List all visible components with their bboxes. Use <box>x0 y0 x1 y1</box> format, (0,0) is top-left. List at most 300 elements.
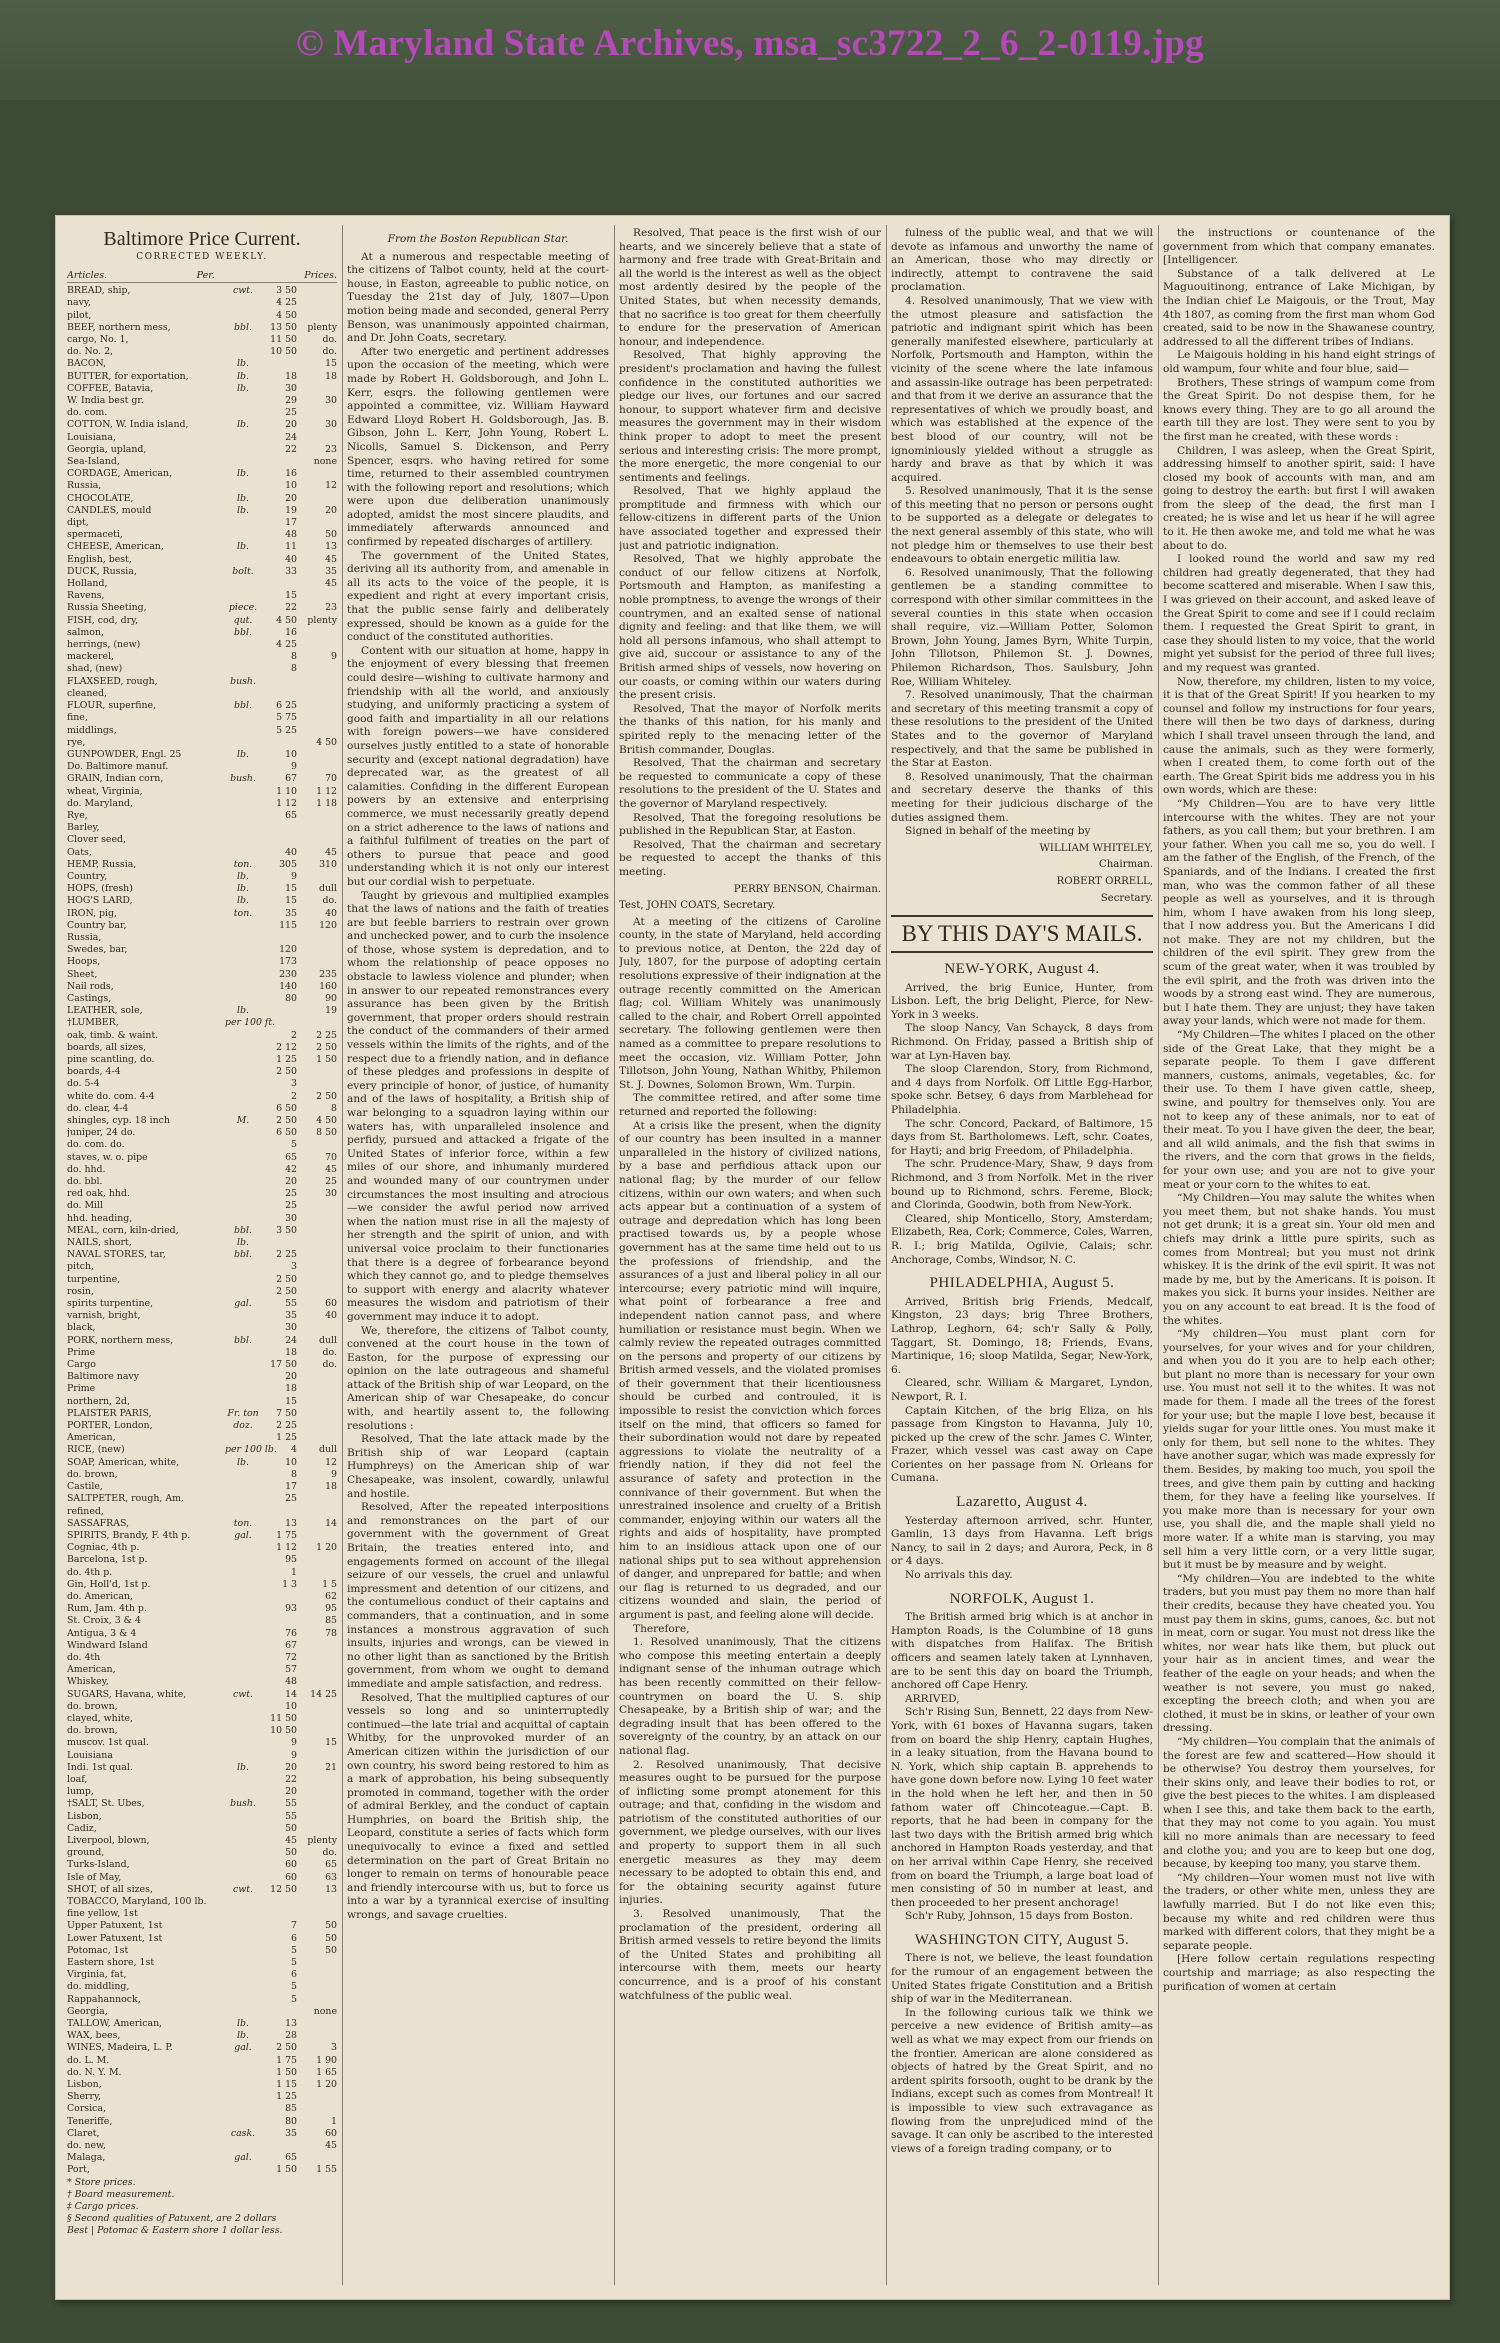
price-article: Russia, <box>67 931 102 943</box>
price-unit: lb. <box>237 2018 249 2030</box>
price-row <box>67 1835 337 1847</box>
price-value: 50 <box>285 1822 297 1834</box>
price-row <box>67 749 337 761</box>
price-value-to: 50 <box>325 529 337 541</box>
price-unit <box>225 407 261 419</box>
news-paragraph: ARRIVED, <box>905 1692 960 1705</box>
price-unit <box>225 1091 261 1103</box>
price-row <box>67 505 337 517</box>
price-article: SALTPETER, rough, Am. <box>67 1493 184 1505</box>
price-value: 13 <box>285 1517 297 1529</box>
price-value <box>261 1237 297 1249</box>
price-row <box>67 1298 337 1310</box>
price-article: do. brown, <box>67 1700 118 1712</box>
price-row <box>67 1725 337 1737</box>
price-article: do. brown, <box>67 1725 118 1737</box>
price-value-to: 14 25 <box>310 1688 337 1700</box>
price-article: CORDAGE, American, <box>67 468 173 480</box>
price-unit: bbl. <box>234 1334 252 1346</box>
price-unit: gal. <box>234 1298 252 1310</box>
price-value-to: 45 <box>325 553 337 565</box>
talk-paragraph: “My children—Your women must not live with the traders, or other white men, unless they are lawfully married. But I do not like even this; because my white and red children were thus marked with different colors, that they might be a separate people. <box>1163 1871 1435 1952</box>
price-row <box>67 1164 337 1176</box>
resolution-paragraph: 6. Resolved unanimously, That the following gentlemen be a standing committee to correspond with other similar committees in the several counties in this state when occasion shall require, viz.—William Potter, Solomon Brown, John Young, James Byrn, White Turpin, John Tillotson, Philemon St. J. Downes, Philemon Richardson, Thos. Saulsbury, John Roe, William Whiteley. <box>891 566 1153 688</box>
price-value: 7 50 <box>276 1407 297 1419</box>
price-unit <box>225 1213 261 1225</box>
price-value: 57 <box>285 1664 297 1676</box>
price-value-to <box>297 810 337 822</box>
price-value: 173 <box>279 956 297 968</box>
price-value <box>261 456 297 468</box>
price-value: 5 <box>291 1139 297 1151</box>
price-value: 80 <box>285 2115 297 2127</box>
price-unit <box>225 1261 261 1273</box>
price-value-to <box>297 1750 337 1762</box>
price-value: 5 <box>291 1981 297 1993</box>
signature-chairman: PERRY BENSON, Chairman. <box>733 883 881 895</box>
price-value: 14 <box>285 1688 297 1700</box>
column-rule <box>886 225 887 2285</box>
price-value: 5 <box>291 1957 297 1969</box>
price-article: middlings, <box>67 724 117 736</box>
price-unit <box>225 1200 261 1212</box>
price-value: 13 50 <box>270 321 297 333</box>
price-value <box>261 1591 297 1603</box>
price-value: 30 <box>285 1212 297 1224</box>
price-row <box>67 1786 337 1798</box>
news-paragraph: No arrivals this day. <box>905 1569 1013 1582</box>
price-article: SUGARS, Havana, white, <box>67 1688 187 1700</box>
price-row <box>67 334 337 346</box>
price-value: 24 <box>285 1334 297 1346</box>
price-unit: lb. <box>237 492 249 504</box>
price-value: 20 <box>285 1761 297 1773</box>
price-row <box>67 1957 337 1969</box>
price-value: 1 75 <box>276 1529 297 1541</box>
price-article: CANDLES, mould <box>67 504 152 516</box>
price-unit <box>225 2164 261 2176</box>
price-value-to: 1 12 <box>316 785 337 797</box>
price-article: MEAL, corn, kiln-dried, <box>67 1224 179 1236</box>
price-unit <box>225 1786 261 1798</box>
price-row <box>67 590 337 602</box>
price-unit <box>225 1493 261 1505</box>
price-unit: ton. <box>233 858 253 870</box>
price-row <box>67 1237 337 1249</box>
price-unit <box>225 1176 261 1188</box>
price-value <box>261 1506 297 1518</box>
price-value: 22 <box>285 443 297 455</box>
price-article: Russia Sheeting, <box>67 602 147 614</box>
price-article: do. com. do. <box>67 1139 125 1151</box>
price-row <box>67 1493 337 1505</box>
col-prices: Prices. <box>304 269 337 281</box>
price-row <box>67 1884 337 1896</box>
price-unit: bbl. <box>234 626 252 638</box>
price-value: 1 3 <box>282 1578 297 1590</box>
price-value-to <box>297 432 337 444</box>
price-unit <box>225 737 261 749</box>
price-value-to <box>297 700 337 712</box>
price-unit <box>225 456 261 468</box>
price-article: FLOUR, superfine, <box>67 700 157 712</box>
price-article: SPIRITS, Brandy, F. 4th p. <box>67 1529 191 1541</box>
price-row <box>67 712 337 724</box>
price-value-to: 12 <box>325 1456 337 1468</box>
price-unit <box>225 1066 261 1078</box>
price-value-to <box>297 383 337 395</box>
price-value-to: 1 90 <box>316 2054 337 2066</box>
price-row <box>67 969 337 981</box>
price-unit <box>225 529 261 541</box>
price-table <box>67 285 337 2176</box>
price-value-to <box>297 1725 337 1737</box>
price-value-to: 30 <box>325 1188 337 1200</box>
price-value-to: 23 <box>325 602 337 614</box>
price-value: 55 <box>285 1798 297 1810</box>
article-paragraph: The government of the United States, deriving all its authority from, and amenable in all its acts to the voice of the people, it is expedient and right at every important crisis, that the public sense fairly and deliberately expressed, should be known as a guide for the conduct of the constituted authorities. <box>347 549 609 644</box>
price-value-to <box>297 1432 337 1444</box>
price-value: 48 <box>285 1676 297 1688</box>
talk-paragraph: Le Maigouis holding in his hand eight strings of old wampum, four white and four blue, said— <box>1163 349 1435 375</box>
price-article: Ravens, <box>67 590 105 602</box>
price-value: 17 <box>285 517 297 529</box>
price-article: W. India best gr. <box>67 395 144 407</box>
price-value-to <box>297 407 337 419</box>
price-value-to: 8 50 <box>316 1127 337 1139</box>
price-value-to: 62 <box>325 1590 337 1602</box>
talk-body <box>1163 227 1435 1994</box>
price-value: 19 <box>285 504 297 516</box>
price-unit <box>225 480 261 492</box>
price-article: Turks-Island, <box>67 1859 130 1871</box>
price-value: 45 <box>285 1834 297 1846</box>
price-unit: lb. <box>237 1456 249 1468</box>
price-value-to: 4 50 <box>316 736 337 748</box>
price-row <box>67 1261 337 1273</box>
price-value-to: plenty <box>307 614 337 626</box>
price-value: 230 <box>279 968 297 980</box>
price-article: do. No. 2, <box>67 346 114 358</box>
price-value: 1 12 <box>276 797 297 809</box>
price-value: 25 <box>285 1200 297 1212</box>
price-row <box>67 859 337 871</box>
price-row <box>67 1896 337 1908</box>
price-row <box>67 1750 337 1762</box>
price-unit: bbl. <box>234 1249 252 1261</box>
price-value: 1 75 <box>276 2054 297 2066</box>
price-value-to <box>297 1249 337 1261</box>
price-value: 115 <box>279 919 297 931</box>
price-row <box>67 383 337 395</box>
price-unit <box>225 1835 261 1847</box>
resolutions-body <box>619 227 881 880</box>
price-article: spermaceti, <box>67 529 123 541</box>
price-article: FLAXSEED, rough, <box>67 675 158 687</box>
price-article: varnish, bright, <box>67 1310 141 1322</box>
price-unit <box>225 310 261 322</box>
price-article: LEATHER, sole, <box>67 1005 143 1017</box>
price-article: American, <box>67 1432 116 1444</box>
price-row <box>67 981 337 993</box>
dateline-heading: Lazaretto, August 4. <box>956 1494 1088 1511</box>
price-value <box>261 1005 297 1017</box>
price-unit <box>225 578 261 590</box>
news-paragraph: The schr. Prudence-Mary, Shaw, 9 days from Richmond, and 3 from Norfolk. Met in the river bound up to Richmond, schrs. Fereme, Block; and Clorinda, Goodwin, both from New-York. <box>891 1158 1153 1212</box>
price-value-to <box>297 1225 337 1237</box>
resolutions-column <box>619 227 881 2003</box>
price-value: 22 <box>285 1773 297 1785</box>
price-value: 9 <box>291 1737 297 1749</box>
price-unit <box>225 1554 261 1566</box>
price-article: COFFEE, Batavia, <box>67 382 154 394</box>
price-article: HEMP, Russia, <box>67 858 137 870</box>
price-value: 3 50 <box>276 1224 297 1236</box>
price-value <box>261 1017 297 1029</box>
price-unit: lb. <box>237 370 249 382</box>
price-row <box>67 798 337 810</box>
price-value-to: 13 <box>325 541 337 553</box>
price-value <box>261 358 297 370</box>
price-value: 20 <box>285 492 297 504</box>
price-row <box>67 1567 337 1579</box>
price-article: clayed, white, <box>67 1712 134 1724</box>
price-value: 16 <box>285 468 297 480</box>
price-article: †SALT, St. Ubes, <box>67 1798 145 1810</box>
price-unit: doz. <box>233 1420 253 1432</box>
price-unit: ton. <box>233 1517 253 1529</box>
price-unit <box>225 1078 261 1090</box>
price-value-to <box>297 639 337 651</box>
price-value: 6 25 <box>276 700 297 712</box>
price-unit: bolt. <box>232 565 254 577</box>
price-article: PORK, northern mess, <box>67 1334 174 1346</box>
price-value-to: 14 <box>325 1517 337 1529</box>
price-unit <box>225 1737 261 1749</box>
col-articles: Articles. <box>67 269 108 281</box>
price-value: 25 <box>285 407 297 419</box>
article-source: From the Boston Republican Star. <box>387 233 569 245</box>
price-article: PORTER, London, <box>67 1420 153 1432</box>
price-article: †LUMBER, <box>67 1017 119 1029</box>
price-article: staves, w. o. pipe <box>67 1151 148 1163</box>
price-value: 1 50 <box>276 2066 297 2078</box>
price-value-to: 50 <box>325 1944 337 1956</box>
price-article: northern, 2d, <box>67 1395 130 1407</box>
price-unit <box>225 712 261 724</box>
price-row <box>67 1310 337 1322</box>
price-value: 10 50 <box>270 346 297 358</box>
price-article: do. American, <box>67 1590 133 1602</box>
price-article: navy, <box>67 297 91 309</box>
price-row <box>67 1274 337 1286</box>
price-value-to: plenty <box>307 321 337 333</box>
price-unit: lb. <box>237 748 249 760</box>
price-value-to: do. <box>322 1346 337 1358</box>
price-value-to <box>297 297 337 309</box>
price-row <box>67 285 337 297</box>
price-unit: Fr. ton <box>227 1407 259 1419</box>
price-value-to <box>297 712 337 724</box>
price-note: ‡ Cargo prices. <box>67 2200 139 2212</box>
price-row <box>67 786 337 798</box>
price-article: do. L. M. <box>67 2054 110 2066</box>
price-article: NAILS, short, <box>67 1237 132 1249</box>
price-article: GRAIN, Indian corn, <box>67 773 164 785</box>
price-value: 5 25 <box>276 724 297 736</box>
price-unit: bush. <box>230 675 256 687</box>
price-value-to <box>297 1774 337 1786</box>
price-value-to: 8 <box>331 1102 337 1114</box>
price-unit <box>225 517 261 529</box>
price-unit <box>225 1811 261 1823</box>
price-row <box>67 1249 337 1261</box>
boston-article-body <box>347 251 609 1923</box>
price-value: 2 <box>291 1029 297 1041</box>
price-value-to <box>297 1200 337 1212</box>
price-unit <box>225 1603 261 1615</box>
price-unit: lb. <box>237 504 249 516</box>
price-article: do. Maryland, <box>67 797 134 809</box>
price-value: 65 <box>285 809 297 821</box>
price-row <box>67 1506 337 1518</box>
price-unit: bbl. <box>234 321 252 333</box>
price-unit <box>225 651 261 663</box>
price-value-to <box>297 663 337 675</box>
price-article: hhd. heading, <box>67 1212 133 1224</box>
price-article: Upper Patuxent, 1st <box>67 1920 163 1932</box>
price-row <box>67 761 337 773</box>
price-value-to <box>297 1322 337 1334</box>
price-value: 1 50 <box>276 2164 297 2176</box>
price-row <box>67 810 337 822</box>
price-value-to: 13 <box>325 1883 337 1895</box>
price-unit <box>225 663 261 675</box>
price-value <box>261 932 297 944</box>
price-article: do. brown, <box>67 1468 118 1480</box>
price-article: Malaga, <box>67 2152 106 2164</box>
resolution-paragraph: Resolved, That the chairman and secretary be requested to communicate a copy of these resolutions to the president of the U. States and the governor of Maryland respectively. <box>619 757 881 810</box>
col-per: Per. <box>196 269 215 281</box>
price-row <box>67 2091 337 2103</box>
price-row <box>67 1628 337 1640</box>
price-value-to <box>297 1640 337 1652</box>
price-row <box>67 322 337 334</box>
price-value-to <box>297 493 337 505</box>
price-value-to: 1 <box>331 2115 337 2127</box>
price-row <box>67 529 337 541</box>
price-row <box>67 407 337 419</box>
price-value: 95 <box>285 1554 297 1566</box>
price-row <box>67 358 337 370</box>
price-article: boards, 4-4 <box>67 1066 121 1078</box>
price-article: CHOCOLATE, <box>67 492 134 504</box>
price-row <box>67 444 337 456</box>
price-article: fine yellow, 1st <box>67 1908 138 1920</box>
price-value <box>261 2006 297 2018</box>
price-value-to <box>297 1701 337 1713</box>
price-unit <box>225 1774 261 1786</box>
price-value: 55 <box>285 1810 297 1822</box>
price-row <box>67 737 337 749</box>
price-value: 29 <box>285 395 297 407</box>
price-value-to <box>297 1823 337 1835</box>
price-row <box>67 1908 337 1920</box>
price-article: TOBACCO, Maryland, 100 lb. <box>67 1896 207 1907</box>
price-row <box>67 1689 337 1701</box>
price-value-to: dull <box>318 883 337 895</box>
price-value: 12 50 <box>270 1883 297 1895</box>
price-row <box>67 493 337 505</box>
resolution-paragraph: 2. Resolved unanimously, That decisive measures ought to be pursued for the purpose of inflicting some prompt atonement for this outrage; and that, confiding in the wisdom and patriotism of the constituted authorities of our government, we pledge ourselves, with our lives and property to support them in all such energetic measures as they may deem necessary to be adopted to obtain this end, and for the obtaining security against future injuries. <box>619 1758 881 1907</box>
price-value-to: 1 20 <box>316 2079 337 2091</box>
price-value: 10 <box>285 1456 297 1468</box>
price-value-to <box>297 1017 337 1029</box>
price-row <box>67 822 337 834</box>
price-article: Baltimore navy <box>67 1371 140 1383</box>
price-row <box>67 1920 337 1932</box>
resolution-paragraph: 4. Resolved unanimously, That we view with the utmost pleasure and satisfaction the patriotic and indignant spirit which has been generally manifested elsewhere, particularly at Norfolk, Portsmouth and Hampton, within the vicinity of the scene where the late infamous and assassin-like outrage has been perpetrated: and that from it we derive an assurance that the representatives of which we proudly boast, and which was established at the expence of the best blood of our country, will not be ignominiously yielded without a struggle as hardy and brave as that by which it was acquired. <box>891 294 1153 484</box>
price-value-to <box>297 688 337 700</box>
price-value <box>261 737 297 749</box>
news-paragraph: Captain Kitchen, of the brig Eliza, on his passage from Kingston to Havanna, July 10, picked up the crew of the schr. James C. Winter, Frazer, which vessel was cast away on Cape Corientes on her passage from N. Orleans for Cumana. <box>891 1404 1153 1485</box>
price-value: 2 50 <box>276 1273 297 1285</box>
price-value: 4 50 <box>276 309 297 321</box>
article-paragraph: At a numerous and respectable meeting of the citizens of Talbot county, held at the court-house, in Easton, agreeable to public notice, on Tuesday the 21st day of July, 1807—Upon motion being made and seconded, general Perry Benson, was unanimously appointed chairman, and Dr. John Coats, secretary. <box>347 250 609 345</box>
price-article: salmon, <box>67 626 104 638</box>
price-article: BACON, <box>67 358 107 370</box>
price-row <box>67 2079 337 2091</box>
price-article: CHEESE, American, <box>67 541 164 553</box>
price-unit <box>225 1347 261 1359</box>
price-value: 6 <box>291 1932 297 1944</box>
price-unit <box>225 1371 261 1383</box>
price-unit <box>225 1847 261 1859</box>
watermark-caption: © Maryland State Archives, msa_sc3722_2_6_2-0119.jpg <box>296 23 1204 64</box>
price-unit <box>225 1188 261 1200</box>
price-unit <box>225 1506 261 1518</box>
price-article: Louisiana <box>67 1749 113 1761</box>
price-row <box>67 1115 337 1127</box>
price-row <box>67 346 337 358</box>
price-row <box>67 1981 337 1993</box>
price-article: shad, (new) <box>67 663 123 675</box>
price-unit: cwt. <box>232 1883 254 1895</box>
price-article: Clover seed, <box>67 834 127 846</box>
price-value: 13 <box>285 2018 297 2030</box>
price-unit <box>225 444 261 456</box>
resolution-paragraph: Resolved, That we highly approbate the conduct of our fellow citizens at Norfolk, Portsmouth and Hampton, as manifesting a noble promptness, to avenge the wrongs of their countrymen, and an exalted sense of national dignity and feeling: and that like them, we will hold all persons infamous, who shall attempt to give aid, succour or assistance to any of the British armed ships of vessels, now hovering on our coasts, or coming within our waters during the present crisis. <box>619 553 881 702</box>
price-value-to: do. <box>322 1359 337 1371</box>
price-value: 4 <box>291 1444 297 1456</box>
price-article: rosin, <box>67 1285 94 1297</box>
price-row <box>67 554 337 566</box>
price-value-to <box>297 1286 337 1298</box>
price-article: FISH, cod, dry, <box>67 614 139 626</box>
price-row <box>67 1872 337 1884</box>
price-row <box>67 456 337 468</box>
price-unit <box>225 1310 261 1322</box>
price-article: BEEF, northern mess, <box>67 321 171 333</box>
price-row <box>67 920 337 932</box>
price-row <box>67 1152 337 1164</box>
price-value-to: 18 <box>325 370 337 382</box>
price-unit <box>225 1286 261 1298</box>
price-unit: M. <box>236 1115 250 1126</box>
price-value: 17 <box>285 1481 297 1493</box>
price-row <box>67 1640 337 1652</box>
price-value-to: 12 <box>325 480 337 492</box>
